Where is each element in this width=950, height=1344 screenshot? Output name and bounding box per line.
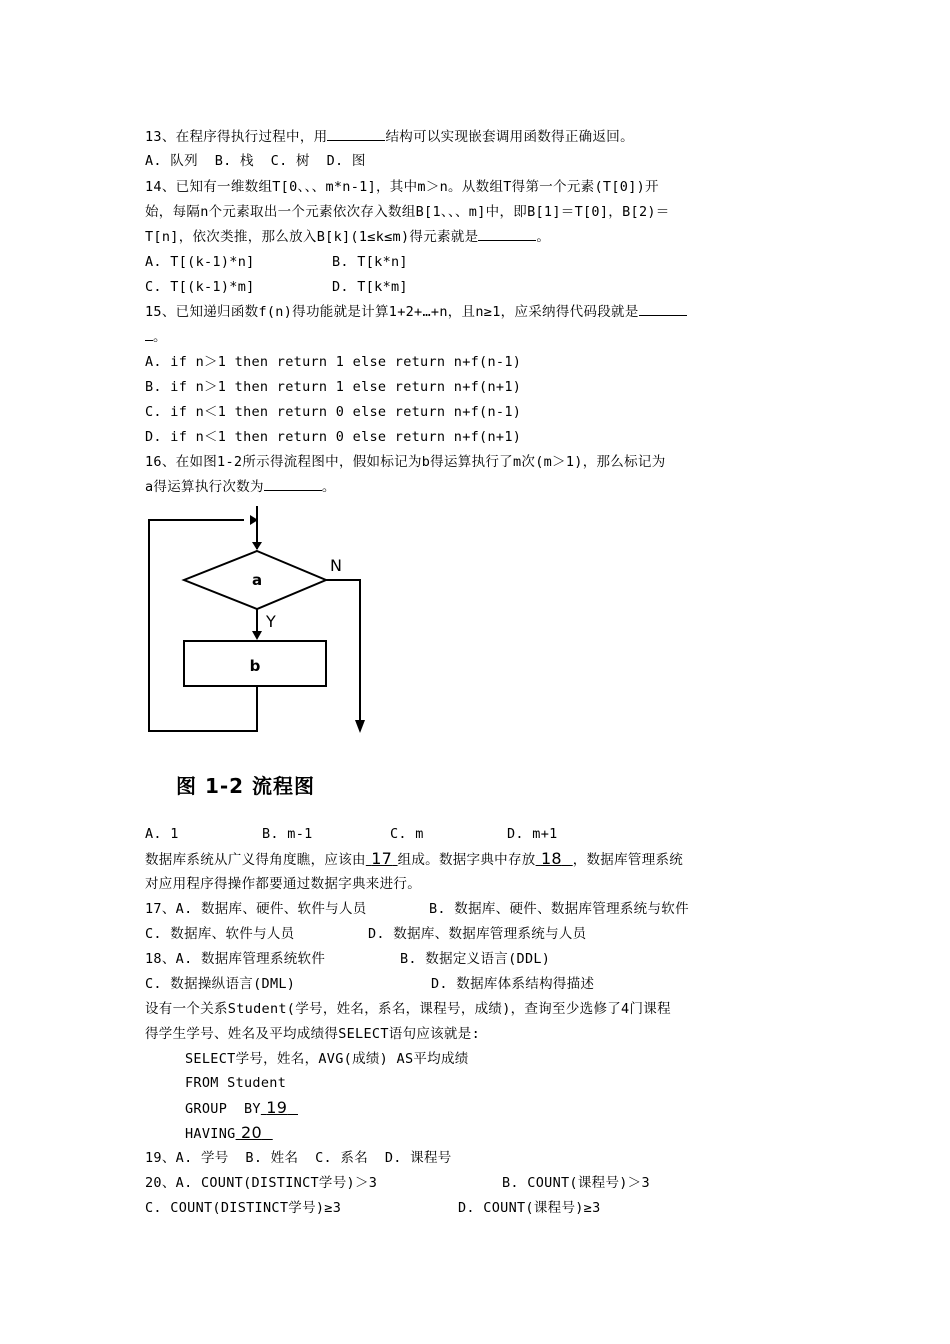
q14-option-a: A. T[(k-1)*n] xyxy=(145,254,255,270)
q14-option-c: C. T[(k-1)*m] xyxy=(145,279,255,295)
q16-option-b: B. m-1 xyxy=(262,826,313,842)
q15-answer-blank-cont xyxy=(145,340,153,341)
q20-option-d: D. COUNT(课程号)≥3 xyxy=(458,1200,601,1216)
q15-answer-blank xyxy=(639,315,687,316)
q14-line-3-end: 。 xyxy=(536,229,551,245)
flowchart-loop-line xyxy=(149,520,257,731)
db-p1-part1: 数据库系统从广义得角度瞧，应该由 xyxy=(145,852,366,868)
blank-20-number: 20 xyxy=(240,1123,262,1142)
q14-options-row2 xyxy=(145,277,408,297)
q17-option-c: C. 数据库、软件与人员 xyxy=(145,926,295,942)
sql-select-line: SELECT学号，姓名，AVG(成绩) AS平均成绩 xyxy=(185,1051,469,1067)
q17-option-b: B. 数据库、硬件、数据库管理系统与软件 xyxy=(429,901,689,917)
flowchart-exit-arrow xyxy=(355,720,365,733)
sql-having-keyword: HAVING xyxy=(185,1126,236,1142)
q14-line-3 xyxy=(145,227,550,247)
q15-line-1-text: 15、已知递归函数f(n)得功能就是计算1+2+…+n，且n≥1，应采纳得代码段就是 xyxy=(145,304,639,320)
q14-options-row1 xyxy=(145,252,408,272)
q17-options-row1 xyxy=(145,899,689,919)
q14-line-1: 14、已知有一维数组T[0、、、m*n-1]，其中m＞n。从数组T得第一个元素(T[0])开 xyxy=(145,179,659,195)
q16-line-1: 16、在如图1-2所示得流程图中，假如标记为b得运算执行了m次(m＞1)，那么标记为 xyxy=(145,454,666,470)
q17-option-d: D. 数据库、数据库管理系统与人员 xyxy=(368,926,587,942)
q15-option-a: A. if n＞1 then return 1 else return n+f(n-1) xyxy=(145,354,522,370)
q17-options-row2 xyxy=(145,924,586,944)
sql-from-line: FROM Student xyxy=(185,1075,287,1091)
flowchart-figure xyxy=(140,503,380,738)
flowchart-no-line xyxy=(326,580,360,723)
q16-line-2 xyxy=(145,477,336,497)
q20-options-row1 xyxy=(145,1173,650,1193)
q13-stem xyxy=(145,127,634,147)
sql-group-by-keyword: GROUP BY xyxy=(185,1101,261,1117)
db-paragraph-line-2: 对应用程序得操作都要通过数据字典来进行。 xyxy=(145,876,421,892)
q15-option-b: B. if n＞1 then return 1 else return n+f(n+1) xyxy=(145,379,522,395)
q18-option-a: 18、A. 数据库管理系统软件 xyxy=(145,951,326,967)
q13-stem-part2: 结构可以实现嵌套调用函数得正确返回。 xyxy=(385,129,634,145)
q17-option-a: 17、A. 数据库、硬件、软件与人员 xyxy=(145,901,367,917)
q18-option-c: C. 数据操纵语言(DML) xyxy=(145,976,296,992)
q13-stem-part1: 13、在程序得执行过程中，用 xyxy=(145,129,328,145)
db-paragraph-line-1 xyxy=(145,849,683,870)
q20-option-c: C. COUNT(DISTINCT学号)≥3 xyxy=(145,1200,342,1216)
q20-option-b: B. COUNT(课程号)＞3 xyxy=(502,1175,650,1191)
q15-option-c: C. if n＜1 then return 0 else return n+f(n-1) xyxy=(145,404,522,420)
q20-option-a: 20、A. COUNT(DISTINCT学号)＞3 xyxy=(145,1175,378,1191)
q14-line-2: 始，每隔n个元素取出一个元素依次存入数组B[1、、、m]中，即B[1]＝T[0]，B[2)＝ xyxy=(145,204,670,220)
q16-line-2-text: a得运算执行次数为 xyxy=(145,479,264,495)
blank-19-number: 19 xyxy=(266,1098,288,1117)
sql-having-line xyxy=(185,1123,273,1144)
blank-18-number: 18 xyxy=(540,849,562,868)
blank-20 xyxy=(236,1123,273,1142)
blank-17 xyxy=(366,849,398,868)
flowchart-yes-label: Y xyxy=(266,612,276,631)
sql-group-by-line xyxy=(185,1098,298,1119)
q15-option-d: D. if n＜1 then return 0 else return n+f(n+1) xyxy=(145,429,522,445)
db-p1-part3: ，数据库管理系统 xyxy=(572,852,684,868)
q14-option-b: B. T[k*n] xyxy=(332,254,408,270)
q16-option-a: A. 1 xyxy=(145,826,179,842)
q16-option-c: C. m xyxy=(390,826,424,842)
sql-paragraph-line-1: 设有一个关系Student(学号，姓名，系名，课程号，成绩)，查询至少选修了4门课程 xyxy=(145,1001,671,1017)
sql-paragraph-line-2: 得学生学号、姓名及平均成绩得SELECT语句应该就是: xyxy=(145,1026,480,1042)
blank-18 xyxy=(536,849,573,868)
flowchart-no-label: N xyxy=(330,556,342,575)
q16-answer-blank xyxy=(264,490,322,491)
q15-line-2 xyxy=(145,327,167,347)
q16-options xyxy=(145,824,558,844)
flowchart-yes-arrow xyxy=(252,631,262,640)
flowchart-node-b-label: b xyxy=(249,657,261,675)
q14-answer-blank xyxy=(478,240,536,241)
q18-options-row1 xyxy=(145,949,550,969)
q18-option-d: D. 数据库体系结构得描述 xyxy=(431,976,595,992)
q13-answer-blank xyxy=(327,140,385,141)
q16-option-d: D. m+1 xyxy=(507,826,558,842)
q18-options-row2 xyxy=(145,974,594,994)
q14-line-3-text: T[n]，依次类推，那么放入B[k](1≤k≤m)得元素就是 xyxy=(145,229,479,245)
flowchart-entry-arrow xyxy=(252,542,262,550)
q16-line-2-end: 。 xyxy=(321,479,336,495)
q15-line-2-end: 。 xyxy=(153,329,167,345)
q15-line-1 xyxy=(145,302,687,322)
q20-options-row2 xyxy=(145,1198,601,1218)
q13-options: A. 队列 B. 栈 C. 树 D. 图 xyxy=(145,153,366,169)
q18-option-b: B. 数据定义语言(DDL) xyxy=(400,951,551,967)
flowchart-node-a-label: a xyxy=(251,571,263,589)
q14-option-d: D. T[k*m] xyxy=(332,279,408,295)
blank-17-number: 17 xyxy=(371,849,393,868)
figure-caption: 图 1-2 流程图 xyxy=(176,774,316,798)
blank-19 xyxy=(261,1098,298,1117)
q19-options: 19、A. 学号 B. 姓名 C. 系名 D. 课程号 xyxy=(145,1150,452,1166)
db-p1-part2: 组成。数据字典中存放 xyxy=(397,852,536,868)
